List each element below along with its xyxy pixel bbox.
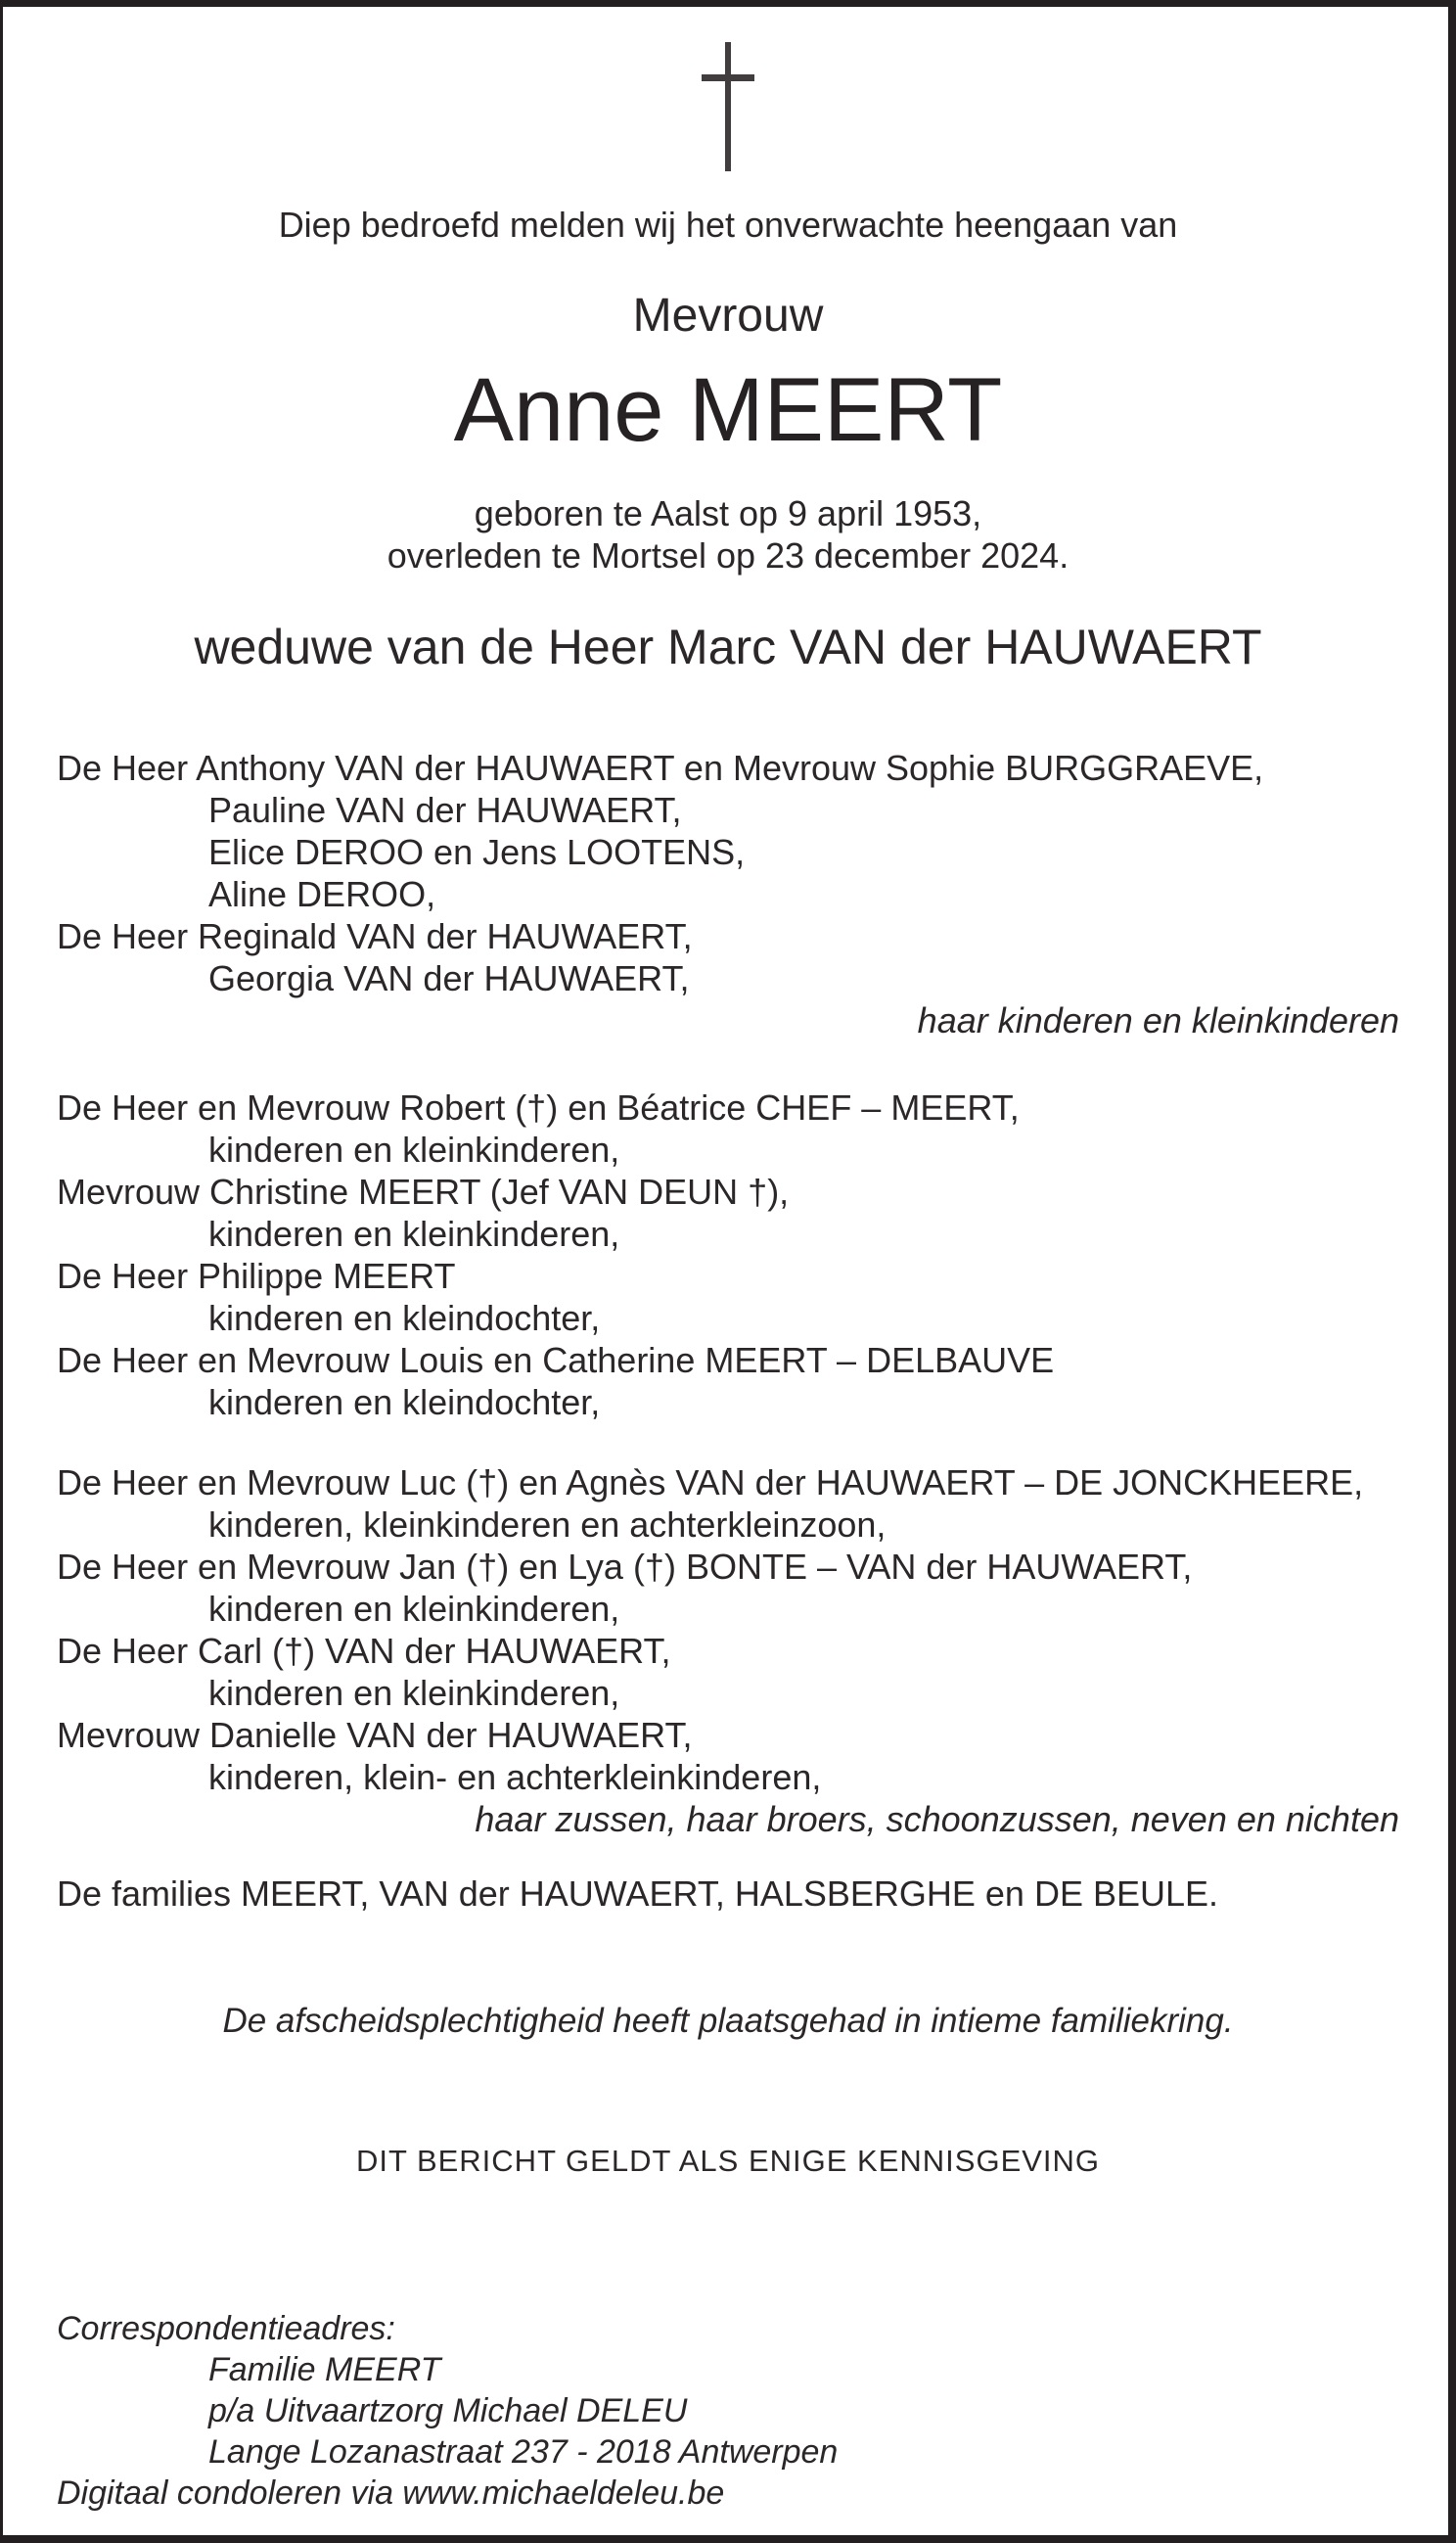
salutation: Mevrouw: [632, 290, 824, 342]
birth-line: geboren te Aalst op 9 april 1953,: [474, 493, 982, 533]
family-line: De Heer Philippe MEERT: [57, 1256, 456, 1296]
digital-condolence-line: Digitaal condoleren via www.michaeldeleu.be: [57, 2474, 725, 2512]
family-line: De Heer Anthony VAN der HAUWAERT en Mevrouw Sophie BURGGRAEVE,: [57, 748, 1264, 788]
notice-line: DIT BERICHT GELDT ALS ENIGE KENNISGEVING: [355, 2144, 1101, 2178]
family-line: Mevrouw Christine MEERT (Jef VAN DEUN †),: [57, 1172, 790, 1212]
correspondence-line: p/a Uitvaartzorg Michael DELEU: [208, 2392, 688, 2429]
family-line: Georgia VAN der HAUWAERT,: [208, 958, 690, 998]
family-line: Mevrouw Danielle VAN der HAUWAERT,: [57, 1715, 693, 1755]
family-group-children: [57, 747, 1399, 1041]
family-line: De Heer en Mevrouw Jan (†) en Lya (†) BONTE – VAN der HAUWAERT,: [57, 1547, 1193, 1587]
family-line: De Heer Reginald VAN der HAUWAERT,: [57, 916, 693, 956]
family-line: kinderen, kleinkinderen en achterkleinzoon,: [208, 1504, 887, 1545]
attribution-children: haar kinderen en kleinkinderen: [917, 1000, 1399, 1040]
family-line: De Heer en Mevrouw Luc (†) en Agnès VAN der HAUWAERT – DE JONCKHEERE,: [57, 1462, 1364, 1503]
correspondence-line: Familie MEERT: [208, 2351, 441, 2388]
cross-icon: [702, 42, 754, 171]
page-content: [3, 42, 1448, 2514]
farewell-line: De afscheidsplechtigheid heeft plaatsgehad in intieme familiekring.: [222, 2002, 1234, 2040]
correspondence-label: Correspondentieadres:: [57, 2310, 395, 2347]
family-group-siblings: [57, 1087, 1399, 1423]
death-line: overleden te Mortsel op 23 december 2024.: [387, 535, 1069, 576]
correspondence-line: Lange Lozanastraat 237 - 2018 Antwerpen: [208, 2433, 839, 2471]
family-line: De Heer Carl (†) VAN der HAUWAERT,: [57, 1631, 671, 1671]
family-line: kinderen en kleinkinderen,: [208, 1130, 620, 1170]
family-line: kinderen en kleinkinderen,: [208, 1214, 620, 1254]
intro-line: Diep bedroefd melden wij het onverwachte heengaan van: [278, 205, 1178, 245]
family-line: Elice DEROO en Jens LOOTENS,: [208, 832, 746, 872]
correspondence-block: [57, 2308, 1399, 2514]
family-line: kinderen en kleinkinderen,: [208, 1673, 620, 1713]
family-line: De Heer en Mevrouw Louis en Catherine MEERT – DELBAUVE: [57, 1340, 1055, 1380]
family-group-in-laws: [57, 1461, 1399, 1840]
family-line: kinderen en kleindochter,: [208, 1298, 601, 1338]
attribution-siblings: haar zussen, haar broers, schoonzussen, neven en nichten: [475, 1799, 1399, 1839]
family-line: kinderen en kleinkinderen,: [208, 1589, 620, 1629]
widow-line: weduwe van de Heer Marc VAN der HAUWAERT: [194, 620, 1262, 674]
dates-block: [57, 492, 1399, 577]
family-line: kinderen, klein- en achterkleinkinderen,: [208, 1757, 822, 1797]
families-line: De families MEERT, VAN der HAUWAERT, HALSBERGHE en DE BEULE.: [57, 1873, 1219, 1914]
family-line: Aline DEROO,: [208, 874, 436, 914]
family-line: Pauline VAN der HAUWAERT,: [208, 790, 682, 830]
family-line: kinderen en kleindochter,: [208, 1382, 601, 1422]
deceased-name: Anne MEERT: [453, 360, 1003, 460]
family-line: De Heer en Mevrouw Robert (†) en Béatrice CHEF – MEERT,: [57, 1087, 1020, 1128]
